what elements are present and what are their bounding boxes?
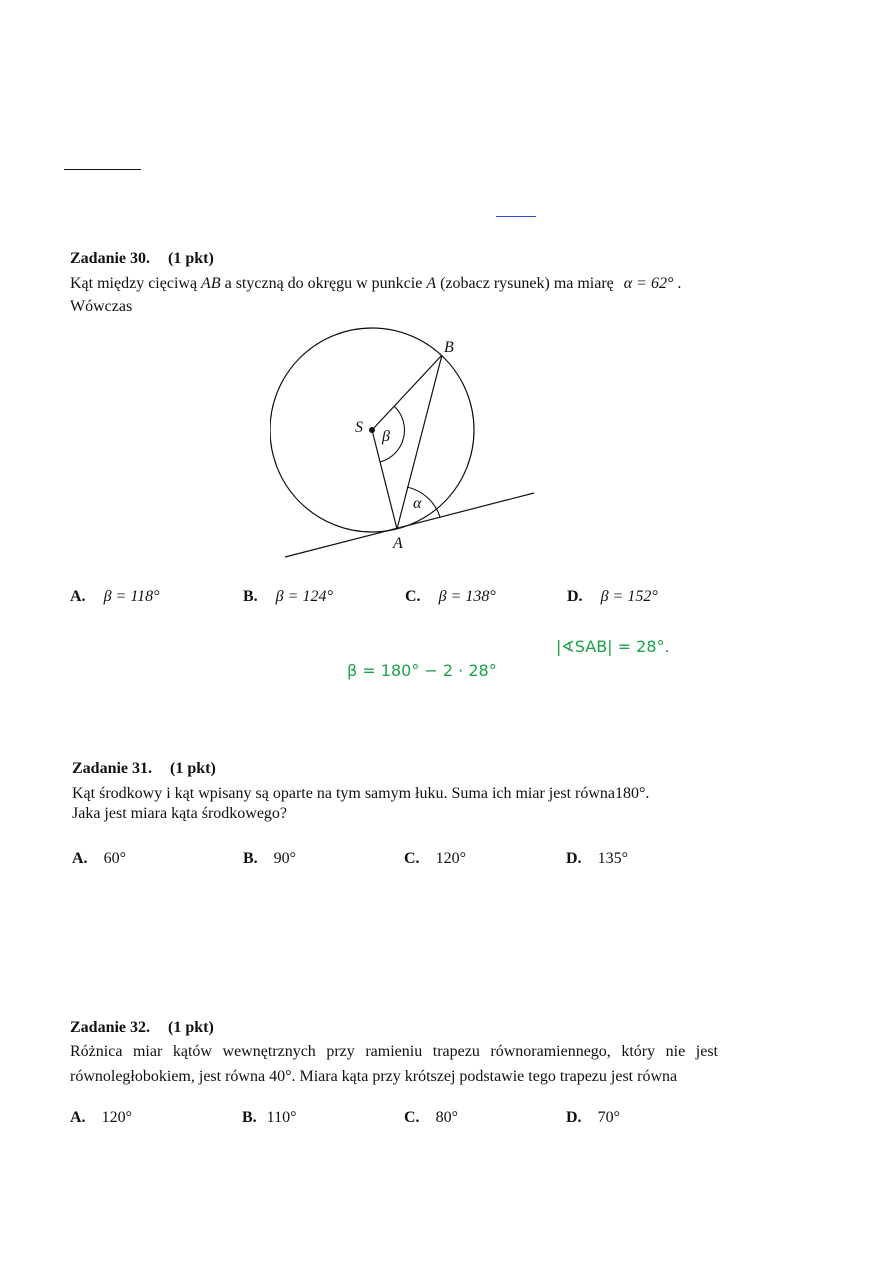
task32-question-line2: równoległobokiem, jest równa 40°. Miara kąta przy krótszej podstawie tego trapezu jest równa: [70, 1068, 678, 1085]
option-letter: B.: [243, 588, 258, 605]
task32-option-b[interactable]: [242, 1108, 296, 1128]
option-letter: D.: [566, 1109, 582, 1126]
task31-option-a[interactable]: [72, 849, 126, 869]
task30-text-c: (zobacz rysunek) ma miarę: [436, 275, 618, 292]
option-letter: B.: [243, 850, 258, 867]
option-value: β = 152°: [600, 588, 658, 605]
option-letter: A.: [72, 850, 88, 867]
task32-option-d[interactable]: [566, 1108, 620, 1128]
task32-points: (1 pkt): [168, 1019, 214, 1036]
label-a: A: [393, 535, 403, 552]
note-angle-sab: |∢SAB| = 28°.: [556, 637, 670, 656]
link-underline: [496, 216, 536, 217]
option-value: β = 138°: [438, 588, 496, 605]
option-letter: D.: [566, 850, 582, 867]
task31-option-b[interactable]: [243, 849, 296, 869]
task30-option-c[interactable]: [405, 587, 496, 607]
task31-points: (1 pkt): [170, 760, 216, 777]
option-value: β = 118°: [103, 588, 160, 605]
top-rule: [64, 169, 141, 170]
task30-option-d[interactable]: [567, 587, 658, 607]
label-alpha: α: [413, 495, 422, 512]
task30-text-b: a styczną do okręgu w punkcie: [220, 275, 427, 292]
center-point: [369, 427, 375, 433]
option-value: 80°: [435, 1109, 458, 1126]
option-letter: C.: [404, 850, 420, 867]
option-value: 120°: [435, 850, 466, 867]
task31-option-c[interactable]: [404, 849, 466, 869]
task32-question-line1: Różnica miar kątów wewnętrznych przy ramieniu trapezu równoramiennego, który nie jest: [70, 1043, 718, 1060]
task31-heading: [72, 760, 216, 778]
option-letter: D.: [567, 588, 583, 605]
task31-option-d[interactable]: [566, 849, 628, 869]
task32-title: Zadanie 32.: [70, 1019, 151, 1036]
chord-ab: AB: [201, 275, 221, 292]
option-value: 110°: [266, 1109, 297, 1126]
option-value: 90°: [273, 850, 297, 867]
task30-option-b[interactable]: [243, 587, 333, 607]
point-a: A: [426, 275, 437, 292]
radius-sb: [372, 355, 442, 430]
task32-option-c[interactable]: [404, 1108, 458, 1128]
circle-figure: [270, 325, 550, 565]
alpha-arc: [407, 487, 440, 517]
option-value: 60°: [103, 850, 126, 867]
task30-text-end: .: [673, 275, 682, 292]
option-letter: A.: [70, 588, 86, 605]
label-beta: β: [382, 428, 390, 445]
label-b: B: [444, 339, 454, 356]
option-value: 70°: [597, 1109, 620, 1126]
task32-option-a[interactable]: [70, 1108, 132, 1128]
task30-title: Zadanie 30.: [70, 250, 151, 267]
task31-question-line2: Jaka jest miara kąta środkowego?: [72, 805, 288, 822]
option-value: β = 124°: [275, 588, 333, 605]
tangent-line: [285, 493, 534, 557]
option-letter: C.: [404, 1109, 420, 1126]
option-letter: C.: [405, 588, 421, 605]
task30-heading: [70, 250, 214, 268]
task32-heading: [70, 1019, 214, 1037]
alpha-value: α = 62°: [623, 275, 674, 292]
note-beta-formula: β = 180° − 2 · 28°: [347, 661, 497, 680]
option-letter: A.: [70, 1109, 86, 1126]
task30-points: (1 pkt): [168, 250, 214, 267]
task30-text-a: Kąt między cięciwą: [70, 275, 202, 292]
task31-question-line1: Kąt środkowy i kąt wpisany są oparte na tym samym łuku. Suma ich miar jest równa180°.: [72, 785, 650, 802]
task30-question-line1: [70, 274, 681, 294]
option-letter: B.: [242, 1109, 257, 1126]
option-value: 135°: [597, 850, 628, 867]
label-s: S: [355, 419, 363, 436]
task31-title: Zadanie 31.: [72, 760, 153, 777]
task30-question-line2: Wówczas: [70, 298, 133, 315]
option-value: 120°: [101, 1109, 132, 1126]
task30-option-a[interactable]: [70, 587, 160, 607]
